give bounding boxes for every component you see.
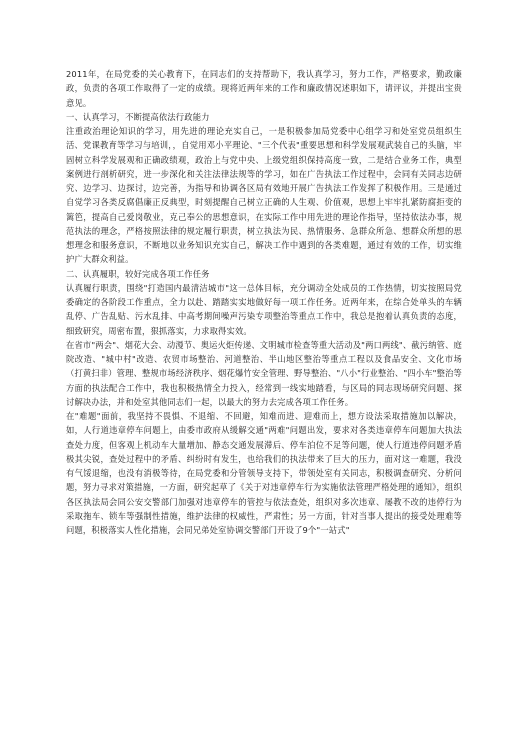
intro-paragraph: 2011年，在局党委的关心教育下，在同志们的支持帮助下，我认真学习，努力工作，严格要求，勤政廉政，负责的各项工作取得了一定的成绩。现将近两年来的工作和廉政情况述职如下，请评议，并提出宝贵意见。 [66,69,462,108]
section-2-paragraph-2: 在省市"两会"、烟花大会、动漫节、奥运火炬传递、文明城市检查等重大活动及"两口两线"、截污纳管、庭院改造、"城中村"改造、农贸市场整治、河道整治、半山地区整治等重点工程以及食品安全、文化市场（打黄扫非）管理、整规市场经济秩序、烟花爆竹安全管理、野导整治、"八小"行业整治、"四小车"整治等方面的执法配合工作中，我也积极热情全力投入，经常到一线实地踏看，与区局的同志现场研究问题、探讨解决办法，并和处室其他同志们一起，以最大的努力去完成各项工作任务。 [66,339,462,407]
section-2-paragraph-3: 在"难题"面前，我坚持不畏惧、不退缩、不回避，知难而进、迎难而上，想方设法采取措施加以解决，如，人行道违章停车问题上，由委市政府从缓解交通"两难"问题出发，要求对各类违章停车问题加大执法查处力度，但客观上机动车大量增加、静态交通发展滞后、停车泊位不足等问题，使人行道违停问题矛盾极其尖锐，查处过程中的矛盾、纠纷时有发生，也给我们的执法带来了巨大的压力，面对这一难题，我没有气馁退缩，也没有消极等待，在局党委和分管领导支持下，带领处室有关同志，积极调查研究、分析问题，努力寻求对策措施，一方面，研究起草了《关于对违章停车行为实施依法管理严格处理的通知》，组织各区执法局会同公安交警部门加强对违章停车的管控与依法查处，组织对多次违章、屡教不改的违停行为采取拖车、锁车等强制性措施，维护法律的权威性，严肃性；另一方面，针对当事人提出的接受处理难等问题，积极落实人性化措施，会同兄弟处室协调交警部门开设了9个"一站式" [66,411,462,535]
section-2-heading: 二、认真履职，较好完成各项工作任务 [66,268,210,279]
section-2-paragraph-1: 认真履行职责，围绕"打造国内最清洁城市"这一总体目标，充分调动全处成员的工作热情，切实按照局党委确定的各阶段工作重点，全力以赴、踏踏实实地做好每一项工作任务。近两年来，在综合处单头的车辆乱停、广告乱贴、污水乱排、中高考期间噪声污染专项整治等重点工作中，我总是抱着认真负责的态度，细致研究，周密布置，狠抓落实，力求取得实效。 [66,282,462,336]
section-1-heading: 一、认真学习，不断提高依法行政能力 [66,111,210,122]
document-page [66,67,462,537]
section-1-body: 注重政治理论知识的学习，用先进的理论充实自己，一是积极参加局党委中心组学习和处室党员组织生活、党课教育等学习与培训，，自觉用邓小平理论、"三个代表"重要思想和科学发展观武装自己的头脑，牢固树立科学发展观和正确政绩观，政治上与党中央、上级党组织保持高度一致，二是结合业务工作，典型案例进行剖析研究，进一步深化和关注法律法规等的学习，如在广告执法工作过程中，会同有关同志边研究、边学习、边探讨，边完善，为指导和协调各区局有效地开展广告执法工作发挥了积极作用。三是通过自觉学习各类反腐倡廉正反典型，时刻提醒自己树立正确的人生观、价值观，思想上牢牢扎紧防腐拒变的篱笆，提高自己爱岗敬业，克己奉公的思想意识，在实际工作中用先进的理论作指导，坚持依法办事，规范执法的理念，严格按照法律的规定履行职责，树立执法为民、热情服务、急群众所急、想群众所想的思想理念和服务意识，不断地以业务知识充实自己，解决工作中遇到的各类难题，通过有效的工作，切实维护广大群众利益。 [66,126,462,265]
